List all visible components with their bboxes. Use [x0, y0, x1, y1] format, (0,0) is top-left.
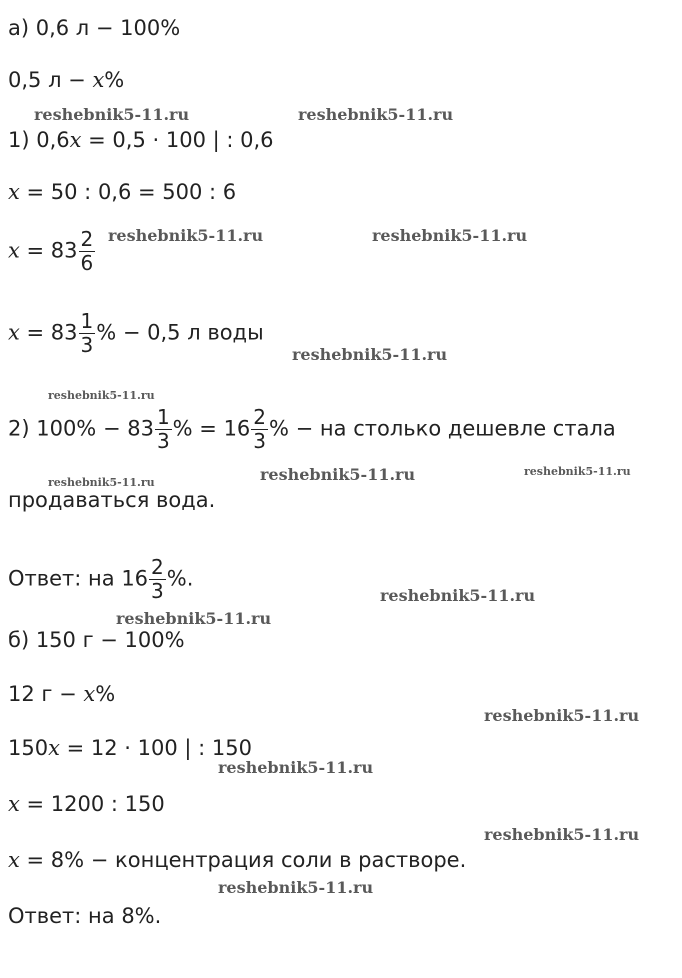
text-segment: = 50 : 0,6 = 500 : 6 [19, 180, 237, 204]
text-segment: %. [166, 566, 194, 591]
variable-x: x [8, 792, 20, 816]
text-segment: % [95, 682, 116, 706]
line-a-step1 [8, 126, 274, 154]
watermark: reshebnik5-11.ru [218, 758, 374, 777]
watermark: reshebnik5-11.ru [48, 389, 155, 402]
variable-x: x [92, 68, 105, 92]
variable-x: x [48, 736, 60, 760]
watermark: reshebnik5-11.ru [108, 226, 264, 245]
line-b-equation [8, 734, 252, 762]
fraction-numerator: 2 [151, 555, 164, 579]
text-segment: 150 [8, 736, 49, 760]
watermark: reshebnik5-11.ru [298, 105, 454, 124]
text-segment: % [104, 68, 125, 92]
watermark: reshebnik5-11.ru [292, 345, 448, 364]
fraction [149, 556, 166, 603]
text-segment: 12 г − [8, 682, 84, 706]
variable-x: x [8, 320, 20, 345]
line-b-result [8, 846, 466, 874]
fraction-numerator: 2 [80, 227, 94, 251]
fraction [79, 310, 96, 357]
text-segment: 2) 100% − 83 [8, 416, 154, 441]
text-segment: = 0,5 · 100 | : 0,6 [81, 128, 274, 152]
fraction [155, 406, 172, 453]
text-segment: = 8% − концентрация соли в растворе. [19, 848, 467, 872]
watermark: reshebnik5-11.ru [380, 586, 536, 605]
watermark: reshebnik5-11.ru [524, 465, 631, 478]
line-a-division [8, 178, 236, 206]
text-segment: = 1200 : 150 [19, 792, 165, 816]
watermark: reshebnik5-11.ru [484, 706, 640, 725]
text-segment: % = 16 [172, 416, 251, 441]
variable-x: x [8, 180, 20, 204]
fraction-denominator: 3 [80, 333, 94, 357]
text-segment: = 83 [19, 320, 78, 345]
line-a-step2-continued: продаваться вода. [8, 488, 216, 512]
fraction-denominator: 3 [253, 429, 267, 453]
text-segment: = 12 · 100 | : 150 [59, 736, 252, 760]
variable-x: x [83, 682, 96, 706]
line-b-division [8, 790, 165, 818]
line-a-water-percent [8, 310, 264, 357]
text-segment: 1) 0,6 [8, 128, 70, 152]
text-segment: = 83 [19, 238, 78, 263]
text-segment: 0,5 л − [8, 68, 93, 92]
text-segment: Ответ: на 16 [8, 566, 149, 591]
line-b-answer: Ответ: на 8%. [8, 904, 162, 928]
variable-x: x [8, 238, 20, 263]
text-segment: % − на столько дешевле стала [269, 416, 616, 441]
fraction-numerator: 1 [156, 405, 170, 429]
line-a-step2 [8, 406, 616, 453]
watermark: reshebnik5-11.ru [372, 226, 528, 245]
line-a-answer [8, 556, 193, 603]
watermark: reshebnik5-11.ru [48, 476, 155, 489]
fraction [79, 228, 96, 275]
line-a-proportion [8, 66, 124, 94]
fraction-numerator: 2 [253, 405, 267, 429]
line-a-mixed-result [8, 228, 96, 275]
fraction-denominator: 3 [156, 429, 170, 453]
fraction [251, 406, 268, 453]
line-b-header: б) 150 г − 100% [8, 628, 185, 652]
fraction-denominator: 6 [80, 251, 94, 275]
line-b-proportion [8, 680, 115, 708]
text-segment: % − 0,5 л воды [96, 320, 264, 345]
watermark: reshebnik5-11.ru [218, 878, 374, 897]
variable-x: x [69, 128, 82, 152]
watermark: reshebnik5-11.ru [260, 465, 416, 484]
watermark: reshebnik5-11.ru [34, 105, 190, 124]
fraction-denominator: 3 [151, 579, 164, 603]
variable-x: x [8, 848, 20, 872]
watermark: reshebnik5-11.ru [484, 825, 640, 844]
watermark: reshebnik5-11.ru [116, 609, 272, 628]
fraction-numerator: 1 [80, 309, 94, 333]
line-a-header: а) 0,6 л − 100% [8, 16, 181, 40]
